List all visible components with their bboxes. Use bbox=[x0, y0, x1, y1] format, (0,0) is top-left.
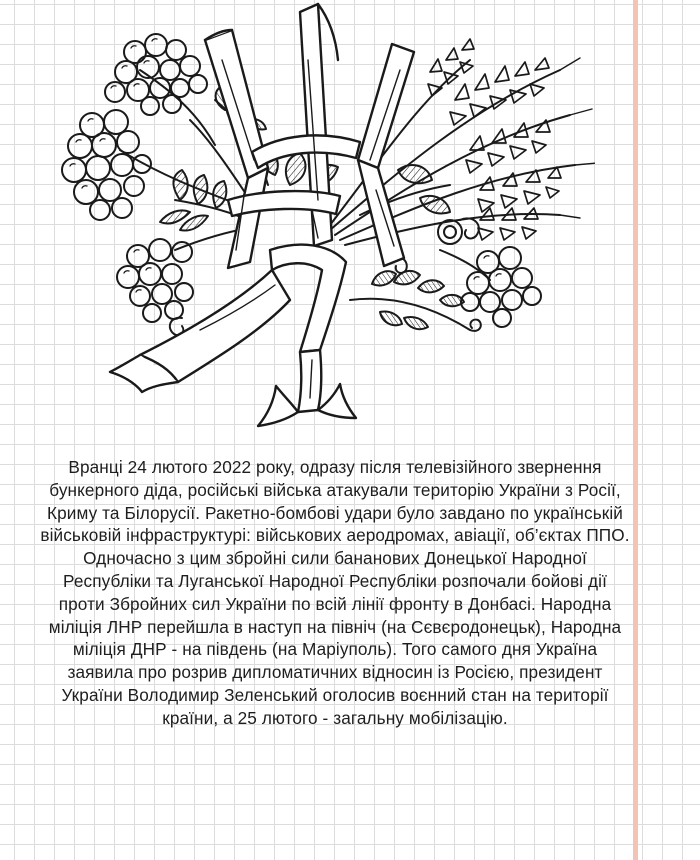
viburnum-berries-icon bbox=[62, 110, 240, 220]
trident-icon bbox=[110, 4, 414, 426]
story-paragraph: Вранці 24 лютого 2022 року, одразу після телевізійного звернення бункерного діда, російські війська атакували територію України з Росії, Криму та Білорусії. Ракетно-бомбові удари було завдано по українській військовій інфраструктурі: військових аеродромах, авіації, об’єктах ППО. Одночасно з цим збройні сили бананових Донецької Народної Республіки та Луганської Народної Республіки розпочали бойові дії проти Збройних сил України по всій лінії фронту в Донбасі. Народна міліція ЛНР перейшла в наступ на північ (на Сєвєродонецьк), Народна міліція ДНР - на південь (на Маріуполь). Того самого дня Україна заявила про розрив дипломатичних відносин із Росією, президент України Володимир Зеленський оголосив воєнний стан на території країни, а 25 лютого - загальну мобілізацію. bbox=[40, 457, 630, 728]
trident-wreath-illustration bbox=[55, 0, 595, 440]
margin-line bbox=[633, 0, 638, 860]
page-margin-strip bbox=[638, 0, 700, 860]
viburnum-berries-icon bbox=[440, 247, 541, 327]
